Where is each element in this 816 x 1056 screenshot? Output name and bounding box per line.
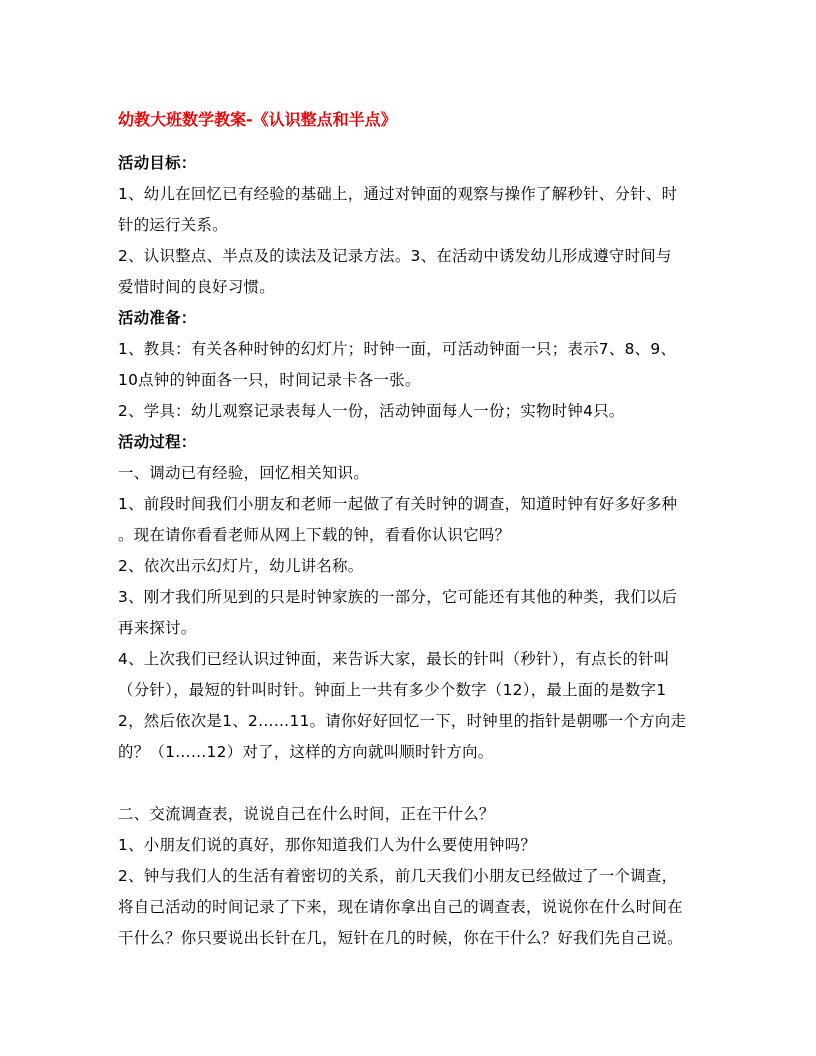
paragraph-line: 1、教具：有关各种时钟的幻灯片；时钟一面，可活动钟面一只；表示7、8、9、 [118, 340, 677, 358]
paragraph-line: 10点钟的钟面各一只，时间记录卡各一张。 [118, 371, 421, 389]
document-title: 幼教大班数学教案-《认识整点和半点》 [118, 110, 397, 129]
section-heading-objectives: 活动目标： [118, 154, 197, 172]
document-page [118, 102, 704, 954]
paragraph-line: 1、幼儿在回忆已有经验的基础上，通过对钟面的观察与操作了解秒针、分针、时 [118, 185, 678, 203]
paragraph-line: 2、依次出示幻灯片，幼儿讲名称。 [118, 557, 364, 575]
paragraph-line: 4、上次我们已经认识过钟面，来告诉大家，最长的针叫（秒针），有点长的针叫 [118, 650, 670, 668]
paragraph-line: 的？（1……12）对了，这样的方向就叫顺时针方向。 [118, 743, 494, 761]
paragraph-line: 二、交流调查表，说说自己在什么时间，正在干什么？ [118, 805, 495, 823]
paragraph-line: 爱惜时间的良好习惯。 [118, 278, 275, 296]
paragraph-line: （分针），最短的针叫时针。钟面上一共有多少个数字（12），最上面的是数字1 [118, 681, 667, 699]
paragraph-line: 1、前段时间我们小朋友和老师一起做了有关时钟的调查，知道时钟有好多好多种 [118, 495, 678, 513]
paragraph-line: 3、刚才我们所见到的只是时钟家族的一部分，它可能还有其他的种类，我们以后 [118, 588, 678, 606]
paragraph-line: 2、钟与我们人的生活有着密切的关系，前几天我们小朋友已经做过了一个调查， [118, 867, 678, 885]
paragraph-line: 再来探讨。 [118, 619, 197, 637]
paragraph-line: 将自己活动的时间记录了下来，现在请你拿出自己的调查表，说说你在什么时间在 [118, 898, 683, 916]
section-heading-process: 活动过程： [118, 433, 197, 451]
paragraph-line: 2、认识整点、半点及的读法及记录方法。3、在活动中诱发幼儿形成遵守时间与 [118, 247, 672, 265]
paragraph-line: 一、调动已有经验，回忆相关知识。 [118, 464, 370, 482]
paragraph-line: 。现在请你看看老师从网上下载的钟，看看你认识它吗？ [118, 526, 511, 544]
paragraph-line: 针的运行关系。 [118, 216, 228, 234]
paragraph-line: 2，然后依次是1、2……11。请你好好回忆一下，时钟里的指针是朝哪一个方向走 [118, 712, 687, 730]
paragraph-line: 1、小朋友们说的真好，那你知道我们人为什么要使用钟吗？ [118, 836, 537, 854]
section-heading-preparation: 活动准备： [118, 309, 197, 327]
blank-line [118, 768, 704, 799]
paragraph-line: 2、学具：幼儿观察记录表每人一份，活动钟面每人一份；实物时钟4只。 [118, 402, 625, 420]
paragraph-line: 干什么？你只要说出长针在几，短针在几的时候，你在干什么？好我们先自己说。 [118, 929, 683, 947]
